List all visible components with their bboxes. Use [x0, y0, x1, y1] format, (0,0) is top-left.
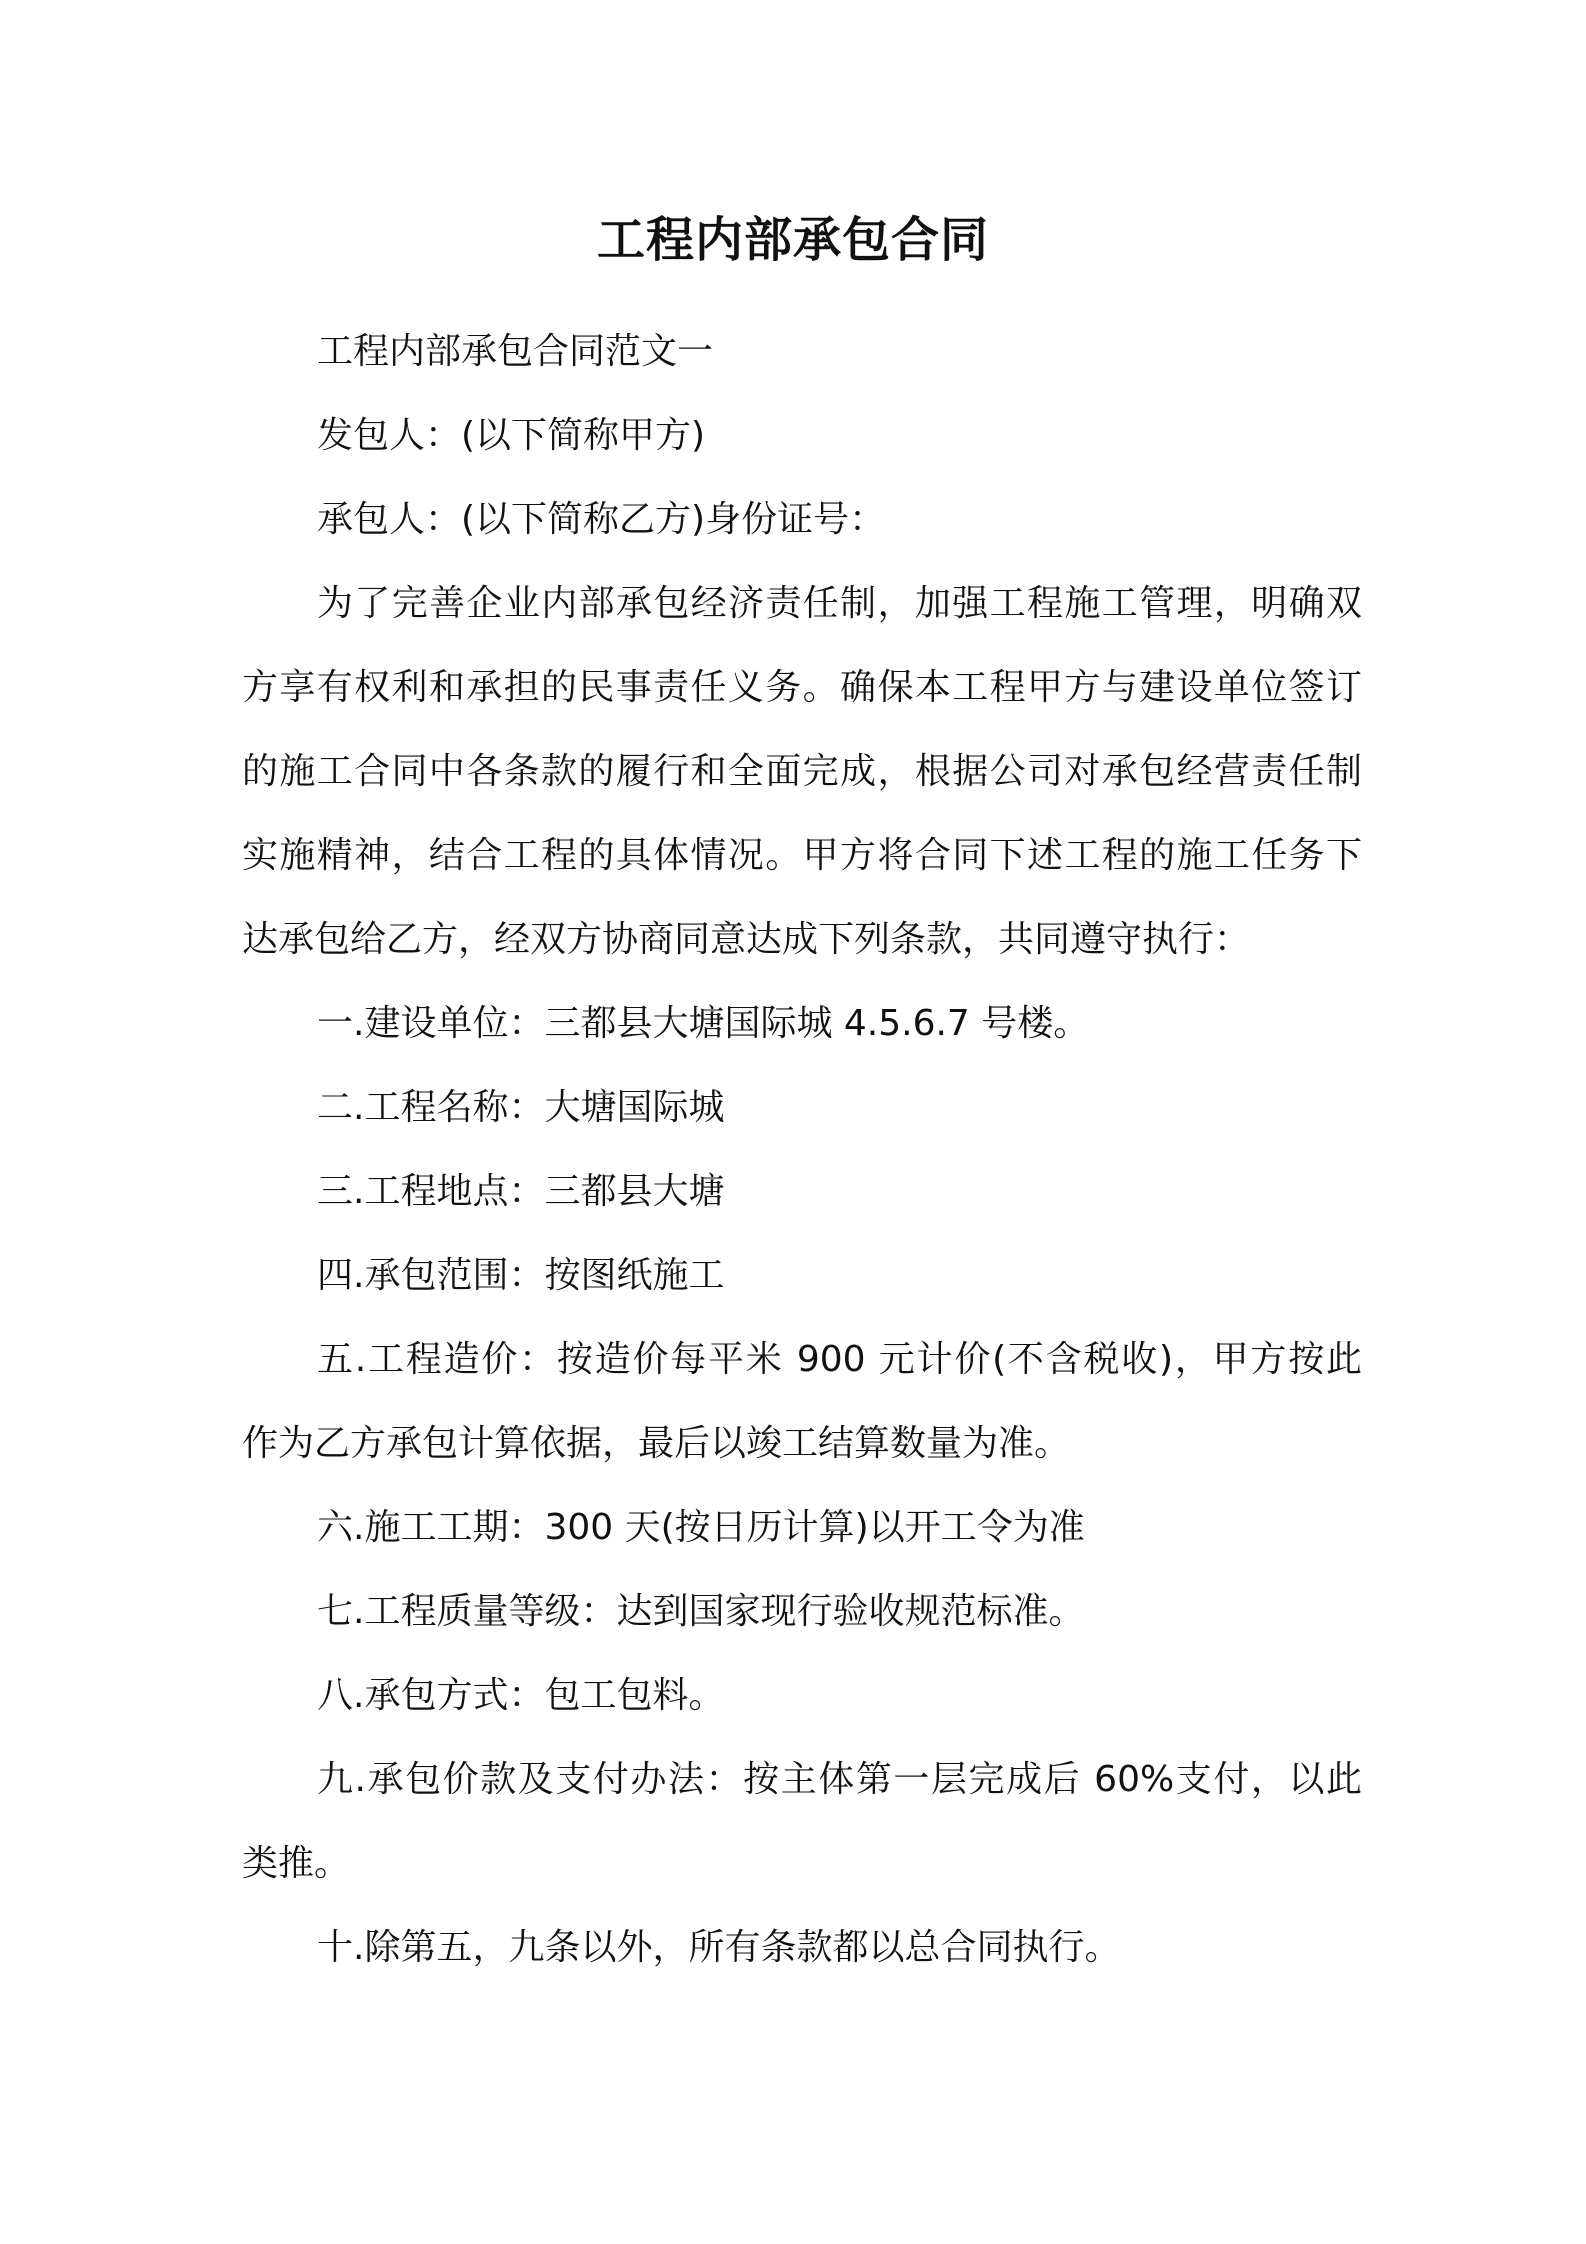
- clause-6: 六.施工工期：300 天(按日历计算)以开工令为准: [317, 1507, 1085, 1548]
- document-title: 工程内部承包合同: [596, 212, 989, 268]
- clause-7: 七.工程质量等级：达到国家现行验收规范标准。: [317, 1591, 1085, 1632]
- subtitle-line: 工程内部承包合同范文一: [317, 331, 714, 372]
- clause-4: 四.承包范围：按图纸施工: [317, 1255, 725, 1296]
- clause-9-line-2: 类推。: [242, 1843, 351, 1884]
- clause-8: 八.承包方式：包工包料。: [317, 1675, 725, 1716]
- clause-1: 一.建设单位：三都县大塘国际城 4.5.6.7 号楼。: [317, 1003, 1090, 1044]
- clause-3: 三.工程地点：三都县大塘: [317, 1171, 725, 1212]
- clause-5-line-2: 作为乙方承包计算依据，最后以竣工结算数量为准。: [242, 1423, 1071, 1464]
- preamble-line-1: 为了完善企业内部承包经济责任制，加强工程施工管理，明确双: [317, 583, 1362, 624]
- clause-9-line-1: 九.承包价款及支付办法：按主体第一层完成后 60%支付，以此: [317, 1759, 1362, 1800]
- contractor-line: 承包人：(以下简称乙方)身份证号：: [317, 499, 886, 540]
- clause-10: 十.除第五，九条以外，所有条款都以总合同执行。: [317, 1927, 1121, 1968]
- employer-line: 发包人：(以下简称甲方): [317, 415, 706, 456]
- preamble-line-2: 方享有权利和承担的民事责任义务。确保本工程甲方与建设单位签订: [242, 667, 1362, 708]
- preamble-line-5: 达承包给乙方，经双方协商同意达成下列条款，共同遵守执行：: [242, 919, 1251, 960]
- clause-5-line-1: 五.工程造价：按造价每平米 900 元计价(不含税收)，甲方按此: [317, 1339, 1362, 1380]
- preamble-line-3: 的施工合同中各条款的履行和全面完成，根据公司对承包经营责任制: [242, 751, 1362, 792]
- preamble-line-4: 实施精神，结合工程的具体情况。甲方将合同下述工程的施工任务下: [242, 835, 1362, 876]
- clause-2: 二.工程名称：大塘国际城: [317, 1087, 725, 1128]
